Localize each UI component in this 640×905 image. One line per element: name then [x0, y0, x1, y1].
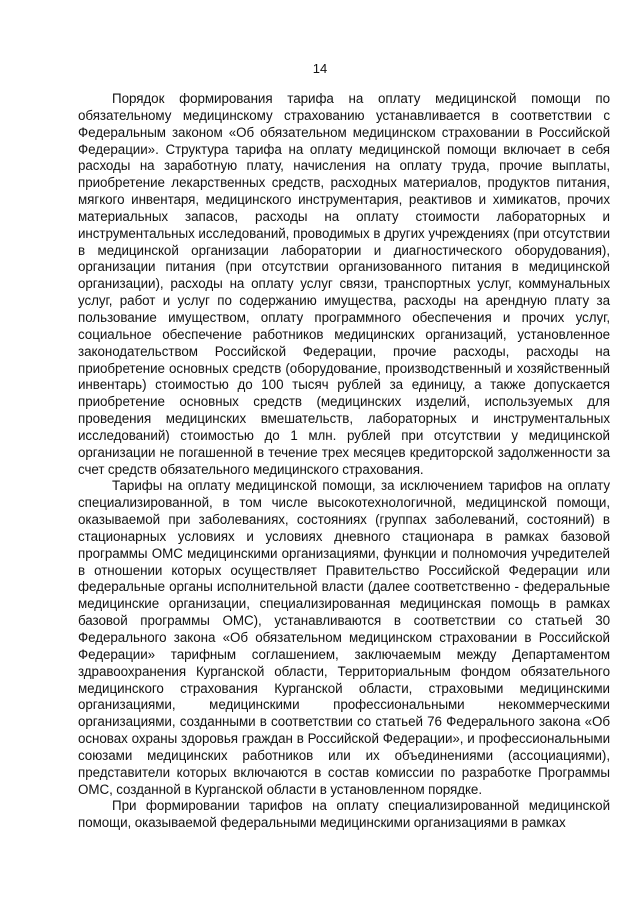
- page-number: 14: [312, 61, 328, 76]
- paragraph-tariff-structure: Порядок формирования тарифа на оплату медицинской помощи по обязательному медицинскому страхованию устанавливается в соответствии с Федеральным законом «Об обязательном медицинском страховании в Российской Федерации». Структура тарифа на оплату медицинской помощи включает в себя расходы на заработную плату, начисления на оплату труда, прочие выплаты, приобретение лекарственных средств, расходных материалов, продуктов питания, мягкого инвентаря, медицинского инструментария, реактивов и химикатов, прочих материальных запасов, расходы на оплату стоимости лабораторных и инструментальных исследований, проводимых в других учреждениях (при отсутствии в медицинской организации лаборатории и диагностического оборудования), организации питания (при отсутствии организованного питания в медицинской организации), расходы на оплату услуг связи, транспортных услуг, коммунальных услуг, работ и услуг по содержанию имущества, расходы на арендную плату за пользование имуществом, оплату программного обеспечения и прочих услуг, социальное обеспечение работников медицинских организаций, установленное законодательством Российской Федерации, прочие расходы, расходы на приобретение основных средств (оборудование, производственный и хозяйственный инвентарь) стоимостью до 100 тысяч рублей за единицу, а также допускается приобретение основных средств (медицинских изделий, используемых для проведения медицинских вмешательств, лабораторных и инструментальных исследований) стоимостью до 1 млн. рублей при отсутствии у медицинской организации не погашенной в течение трех месяцев кредиторской задолженности за счет средств обязательного медицинского страхования.: [78, 91, 610, 477]
- paragraph-tariff-agreement: Тарифы на оплату медицинской помощи, за исключением тарифов на оплату специализированной, в том числе высокотехнологичной, медицинской помощи, оказываемой при заболеваниях, состояниях (группах заболеваний, состояний) в стационарных условиях и условиях дневного стационара в рамках базовой программы ОМС медицинскими организациями, функции и полномочия учредителей в отношении которых осуществляет Правительство Российской Федерации или федеральные органы исполнительной власти (далее соответственно - федеральные медицинские организации, специализированная медицинская помощь в рамках базовой программы ОМС), устанавливаются в соответствии со статьей 30 Федерального закона «Об обязательном медицинском страховании в Российской Федерации» тарифным соглашением, заключаемым между Департаментом здравоохранения Курганской области, Территориальным фондом обязательного медицинского страхования Курганской области, страховыми медицинскими организациями, медицинскими профессиональными некоммерческими организациями, созданными в соответствии со статьей 76 Федерального закона «Об основах охраны здоровья граждан в Российской Федерации», и профессиональными союзами медицинских работников или их объединениями (ассоциациями), представители которых включаются в состав комиссии по разработке Программы ОМС, созданной в Курганской области в установленном порядке.: [78, 478, 610, 797]
- paragraph-specialized-care: При формировании тарифов на оплату специализированной медицинской помощи, оказываемой федеральными медицинскими организациями в рамках: [78, 798, 610, 831]
- document-body: [78, 91, 610, 832]
